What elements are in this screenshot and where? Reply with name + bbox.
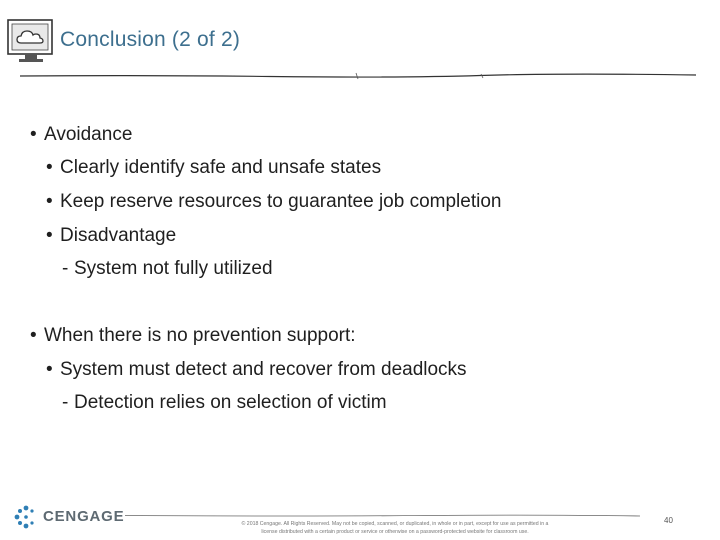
bullet-item: - Detection relies on selection of victim xyxy=(62,392,387,413)
bullet-item: • System must detect and recover from deadlocks xyxy=(46,359,467,380)
bullet-item: • Clearly identify safe and unsafe states xyxy=(46,157,382,178)
footer-divider xyxy=(125,513,640,519)
cengage-logo xyxy=(14,503,124,529)
page-number: 40 xyxy=(664,516,673,525)
slide-title: Conclusion (2 of 2) xyxy=(60,28,241,51)
cengage-logo-icon xyxy=(14,505,38,529)
brand-name: CENGAGE xyxy=(43,508,125,525)
bullet-item: • Disadvantage xyxy=(46,225,177,246)
bullet-item: - System not fully utilized xyxy=(62,258,273,279)
copyright-notice: © 2018 Cengage. All Rights Reserved. May not be copied, scanned, or duplicated, in whole or in part, except for use as permitted in a license distributed with a certain product or service or otherwise on a password-protected website for classroom use. xyxy=(241,521,549,535)
bullet-item: • Keep reserve resources to guarantee job completion xyxy=(46,191,502,212)
bullet-item: • Avoidance xyxy=(30,124,133,145)
bullet-item: • When there is no prevention support: xyxy=(30,325,356,346)
